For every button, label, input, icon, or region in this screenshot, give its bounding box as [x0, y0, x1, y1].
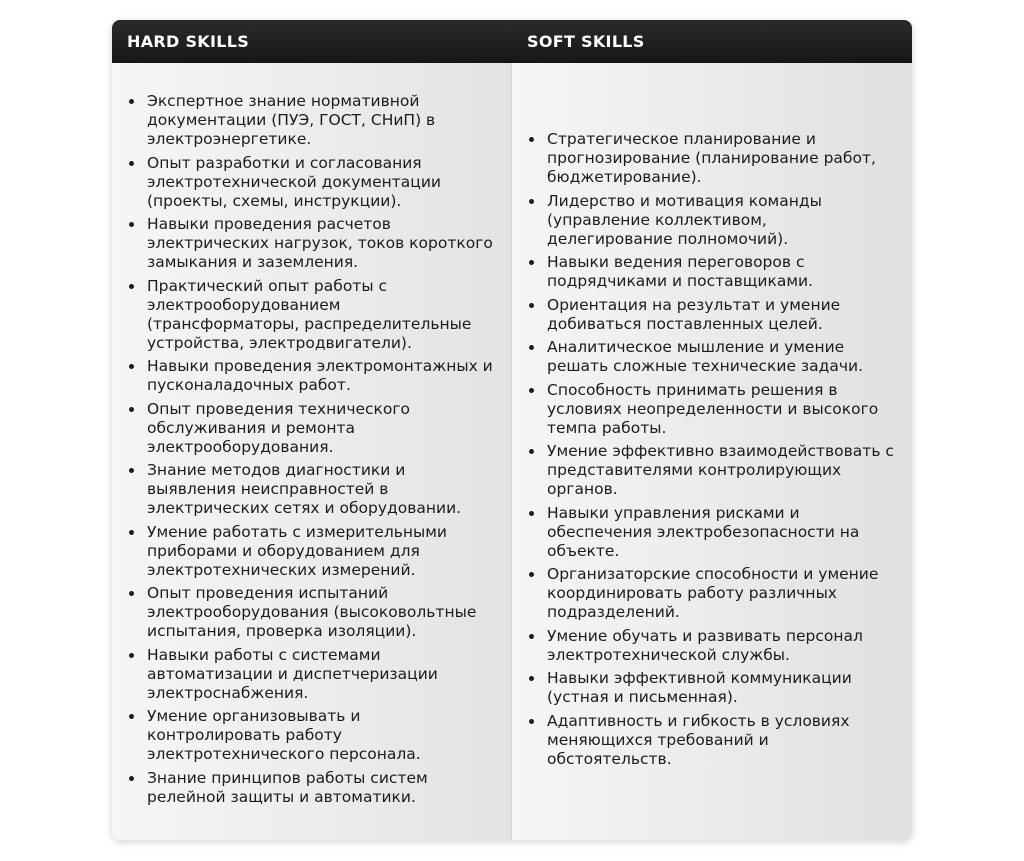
hard-skills-column — [112, 63, 512, 840]
soft-skill-item: Навыки ведения переговоров с подрядчиками и поставщиками. — [528, 253, 896, 291]
hard-skill-item: Практический опыт работы с электрооборудованием (трансформаторы, распределительные устройства, электродвигатели). — [128, 277, 495, 353]
soft-skill-item: Навыки эффективной коммуникации (устная и письменная). — [528, 669, 896, 707]
soft-skill-item: Способность принимать решения в условиях неопределенности и высокого темпа работы. — [528, 381, 896, 438]
table-header — [112, 20, 912, 63]
hard-skill-item: Опыт проведения технического обслуживания и ремонта электрооборудования. — [128, 400, 495, 457]
soft-skill-item: Умение обучать и развивать персонал электротехнической службы. — [528, 627, 896, 665]
soft-skill-item: Ориентация на результат и умение добиваться поставленных целей. — [528, 296, 896, 334]
hard-skill-item: Знание принципов работы систем релейной защиты и автоматики. — [128, 769, 495, 807]
table-body — [112, 63, 912, 840]
soft-skill-item: Стратегическое планирование и прогнозирование (планирование работ, бюджетирование). — [528, 130, 896, 187]
hard-skill-item: Умение организовывать и контролировать работу электротехнического персонала. — [128, 707, 495, 764]
soft-skill-item: Умение эффективно взаимодействовать с представителями контролирующих органов. — [528, 442, 896, 499]
soft-skill-item: Навыки управления рисками и обеспечения электробезопасности на объекте. — [528, 504, 896, 561]
soft-skill-item: Лидерство и мотивация команды (управление коллективом, делегирование полномочий). — [528, 192, 896, 249]
soft-skills-column — [512, 63, 912, 840]
soft-skill-item: Организаторские способности и умение координировать работу различных подразделений. — [528, 565, 896, 622]
hard-skill-item: Экспертное знание нормативной документации (ПУЭ, ГОСТ, СНиП) в электроэнергетике. — [128, 92, 495, 149]
hard-skill-item: Опыт разработки и согласования электротехнической документации (проекты, схемы, инструкции). — [128, 154, 495, 211]
hard-skill-item: Навыки проведения расчетов электрических нагрузок, токов короткого замыкания и заземления. — [128, 215, 495, 272]
soft-skills-list — [528, 130, 896, 773]
hard-skill-item: Навыки проведения электромонтажных и пусконаладочных работ. — [128, 357, 495, 395]
hard-skill-item: Опыт проведения испытаний электрооборудования (высоковольтные испытания, проверка изоляции). — [128, 584, 495, 641]
soft-skill-item: Адаптивность и гибкость в условиях меняющихся требований и обстоятельств. — [528, 712, 896, 769]
hard-skill-item: Навыки работы с системами автоматизации и диспетчеризации электроснабжения. — [128, 646, 495, 703]
soft-skill-item: Аналитическое мышление и умение решать сложные технические задачи. — [528, 338, 896, 376]
hard-skill-item: Знание методов диагностики и выявления неисправностей в электрических сетях и оборудовании. — [128, 461, 495, 518]
hard-skills-header: HARD SKILLS — [127, 32, 250, 51]
hard-skills-list — [128, 92, 495, 811]
skills-table — [112, 20, 912, 840]
hard-skill-item: Умение работать с измерительными приборами и оборудованием для электротехнических измерений. — [128, 523, 495, 580]
soft-skills-header: SOFT SKILLS — [527, 32, 645, 51]
